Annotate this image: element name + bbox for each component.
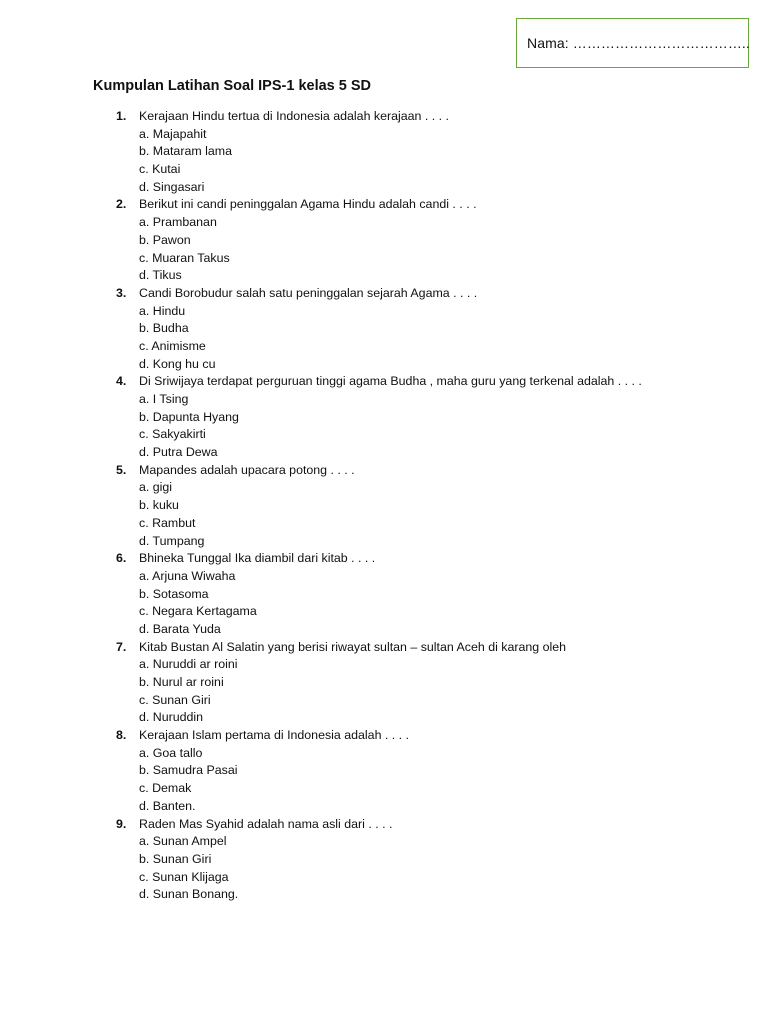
question-row [0,285,768,303]
answer-option: a. Goa tallo [139,745,203,760]
question-row [0,727,768,745]
answer-option: b. Sotasoma [139,586,209,601]
question-row [0,639,768,657]
question-list [0,108,768,904]
question-number: 5. [116,462,127,477]
answer-option: d. Putra Dewa [139,445,218,460]
answer-option: d. Tikus [139,268,182,283]
answer-option: b. Mataram lama [139,144,232,159]
answer-option: a. Majapahit [139,126,207,141]
answer-option: a. Hindu [139,303,186,318]
question-text: Kitab Bustan Al Salatin yang berisi riwayat sultan – sultan Aceh di karang oleh [139,639,567,654]
name-box [516,18,749,68]
answer-option: b. Budha [139,321,189,336]
answer-option: c. Rambut [139,515,196,530]
answer-option: a. Sunan Ampel [139,834,227,849]
question-number: 7. [116,639,127,654]
answer-option: a. Prambanan [139,215,217,230]
question-text: Berikut ini candi peninggalan Agama Hindu adalah candi . . . . [139,197,477,212]
question-row [0,462,768,480]
question-text: Candi Borobudur salah satu peninggalan sejarah Agama . . . . [139,285,478,300]
answer-option: c. Sunan Klijaga [139,869,229,884]
answer-option: c. Muaran Takus [139,250,230,265]
answer-option: c. Negara Kertagama [139,604,257,619]
question-row [0,550,768,568]
question-text: Kerajaan Islam pertama di Indonesia adalah . . . . [139,728,409,743]
question-item [0,108,768,196]
answer-option: d. Barata Yuda [139,621,221,636]
answer-option: c. Sakyakirti [139,427,206,442]
question-text: Bhineka Tunggal Ika diambil dari kitab . . . . [139,551,376,566]
question-number: 6. [116,551,127,566]
answer-option: b. kuku [139,498,179,513]
answer-option: a. Arjuna Wiwaha [139,568,236,583]
question-item [0,639,768,727]
question-item [0,462,768,550]
question-number: 1. [116,109,127,123]
answer-option: d. Kong hu cu [139,356,216,371]
answer-option: c. Animisme [139,338,206,353]
answer-option: d. Nuruddin [139,710,204,725]
question-text: Di Sriwijaya terdapat perguruan tinggi agama Budha , maha guru yang terkenal adalah . . . . [139,374,642,389]
answer-option: b. Pawon [139,232,191,247]
question-text: Mapandes adalah upacara potong . . . . [139,462,355,477]
answer-option: a. Nuruddi ar roini [139,657,238,672]
answer-option: a. gigi [139,480,173,495]
answer-option: d. Tumpang [139,533,205,548]
answer-option: b. Nurul ar roini [139,675,224,689]
answer-option: a. I Tsing [139,392,189,406]
answer-option: c. Demak [139,781,192,796]
question-row [0,108,768,126]
question-row [0,196,768,214]
question-item [0,196,768,284]
answer-option: c. Kutai [139,162,181,177]
question-item [0,816,768,904]
answer-option: d. Singasari [139,179,205,194]
question-text: Raden Mas Syahid adalah nama asli dari . . . . [139,816,393,831]
question-item [0,727,768,815]
question-item [0,373,768,461]
question-item [0,550,768,638]
answer-option: b. Dapunta Hyang [139,409,239,424]
name-field-label: Nama: ……………………………….. [527,35,750,51]
question-row [0,816,768,834]
answer-option: b. Sunan Giri [139,851,212,866]
answer-option: d. Sunan Bonang. [139,887,239,902]
question-number: 2. [116,197,127,212]
question-row [0,373,768,391]
question-item [0,285,768,373]
question-number: 4. [116,374,127,389]
question-text: Kerajaan Hindu tertua di Indonesia adalah kerajaan . . . . [139,109,449,123]
question-number: 8. [116,728,127,743]
question-number: 3. [116,285,127,300]
question-number: 9. [116,816,127,831]
document-title: Kumpulan Latihan Soal IPS-1 kelas 5 SD [93,78,371,94]
answer-option: c. Sunan Giri [139,692,211,707]
answer-option: d. Banten. [139,798,196,813]
answer-option: b. Samudra Pasai [139,763,238,778]
